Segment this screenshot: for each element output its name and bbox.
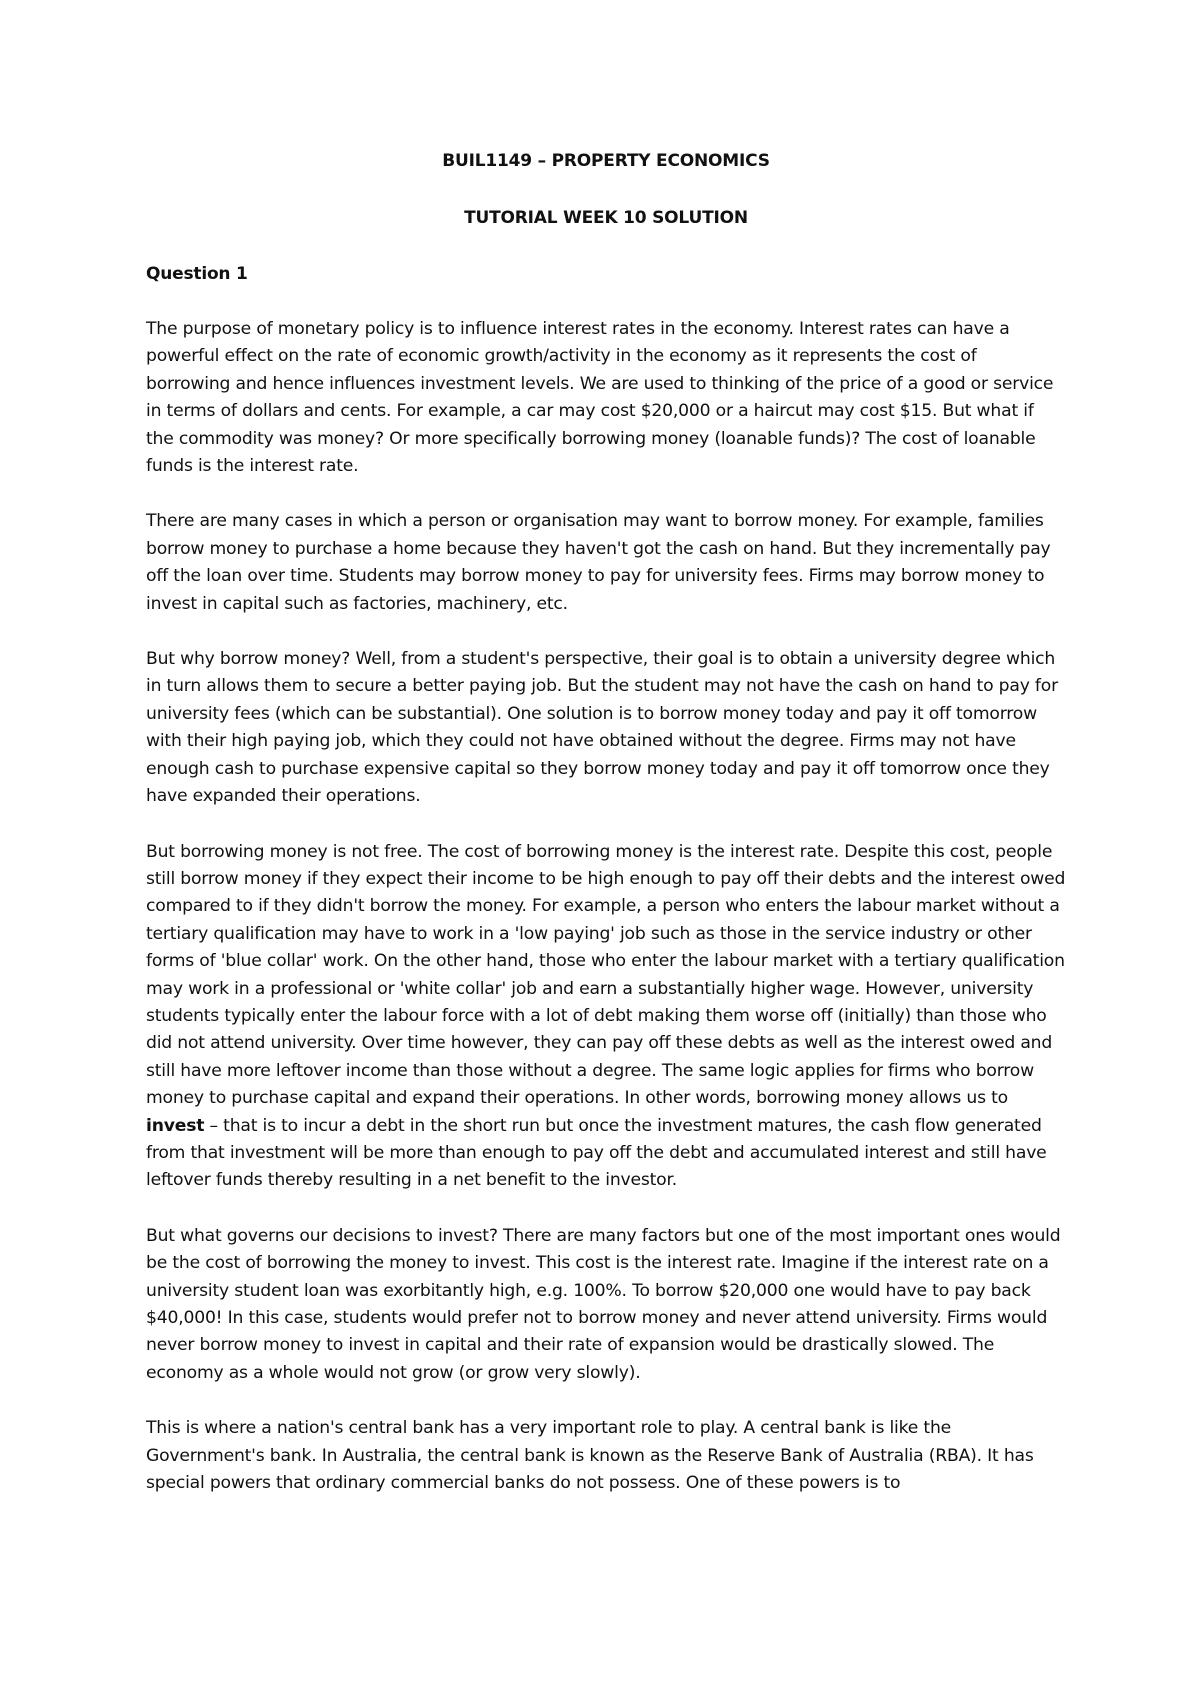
document-subtitle: TUTORIAL WEEK 10 SOLUTION <box>464 208 748 228</box>
paragraph-1: The purpose of monetary policy is to influence interest rates in the economy. Interest rates can have a powerful effect on the rate of economic growth/activity in the economy as it represents the cost of borrowing and hence influences investment levels. We are used to thinking of the price of a good or service in terms of dollars and cents. For example, a car may cost $20,000 or a haircut may cost $15. But what if the commodity was money? Or more specifically borrowing money (loanable funds)? The cost of loanable funds is the interest rate. <box>146 319 1054 477</box>
question-heading: Question 1 <box>146 264 248 284</box>
paragraph-5: But what governs our decisions to invest? There are many factors but one of the most important ones would be the cost of borrowing the money to invest. This cost is the interest rate. Imagine if the interest rate on a university student loan was exorbitantly high, e.g. 100%. To borrow $20,000 one would have to pay back $40,000! In this case, students would prefer not to borrow money and never attend university. Firms would never borrow money to invest in capital and their rate of expansion would be drastically slowed. The economy as a whole would not grow (or grow very slowly). <box>146 1225 1061 1383</box>
document-body <box>146 148 1066 1497</box>
paragraph-6: This is where a nation's central bank has a very important role to play. A central bank is like the Government's bank. In Australia, the central bank is known as the Reserve Bank of Australia (RBA). It has special powers that ordinary commercial banks do not possess. One of these powers is to <box>146 1418 1034 1494</box>
paragraph-4-text-before: But borrowing money is not free. The cost of borrowing money is the interest rate. Despite this cost, people still borrow money if they expect their income to be high enough to pay off their debts and the interest owed compared to if they didn't borrow the money. For example, a person who enters the labour market without a tertiary qualification may have to work in a 'low paying' job such as those in the service industry or other forms of 'blue collar' work. On the other hand, those who enter the labour market with a tertiary qualification may work in a professional or 'white collar' job and earn a substantially higher wage. However, university students typically enter the labour force with a lot of debt making them worse off (initially) than those who did not attend university. Over time however, they can pay off these debts as well as the interest owed and still have more leftover income than those without a degree. The same logic applies for firms who borrow money to purchase capital and expand their operations. In other words, borrowing money allows us to <box>146 841 1066 1109</box>
paragraph-4-bold-term: invest <box>146 1115 205 1136</box>
document-title: BUIL1149 – PROPERTY ECONOMICS <box>442 151 770 171</box>
paragraph-2: There are many cases in which a person or organisation may want to borrow money. For example, families borrow money to purchase a home because they haven't got the cash on hand. But they incrementally pay off the loan over time. Students may borrow money to pay for university fees. Firms may borrow money to invest in capital such as factories, machinery, etc. <box>146 511 1051 614</box>
paragraph-4-text-after: – that is to incur a debt in the short run but once the investment matures, the cash flow generated from that investment will be more than enough to pay off the debt and accumulated interest and still have leftover funds thereby resulting in a net benefit to the investor. <box>146 1115 1047 1191</box>
paragraph-4 <box>146 839 1066 1195</box>
paragraph-3: But why borrow money? Well, from a student's perspective, their goal is to obtain a university degree which in turn allows them to secure a better paying job. But the student may not have the cash on hand to pay for university fees (which can be substantial). One solution is to borrow money today and pay it off tomorrow with their high paying job, which they could not have obtained without the degree. Firms may not have enough cash to purchase expensive capital so they borrow money today and pay it off tomorrow once they have expanded their operations. <box>146 649 1058 807</box>
